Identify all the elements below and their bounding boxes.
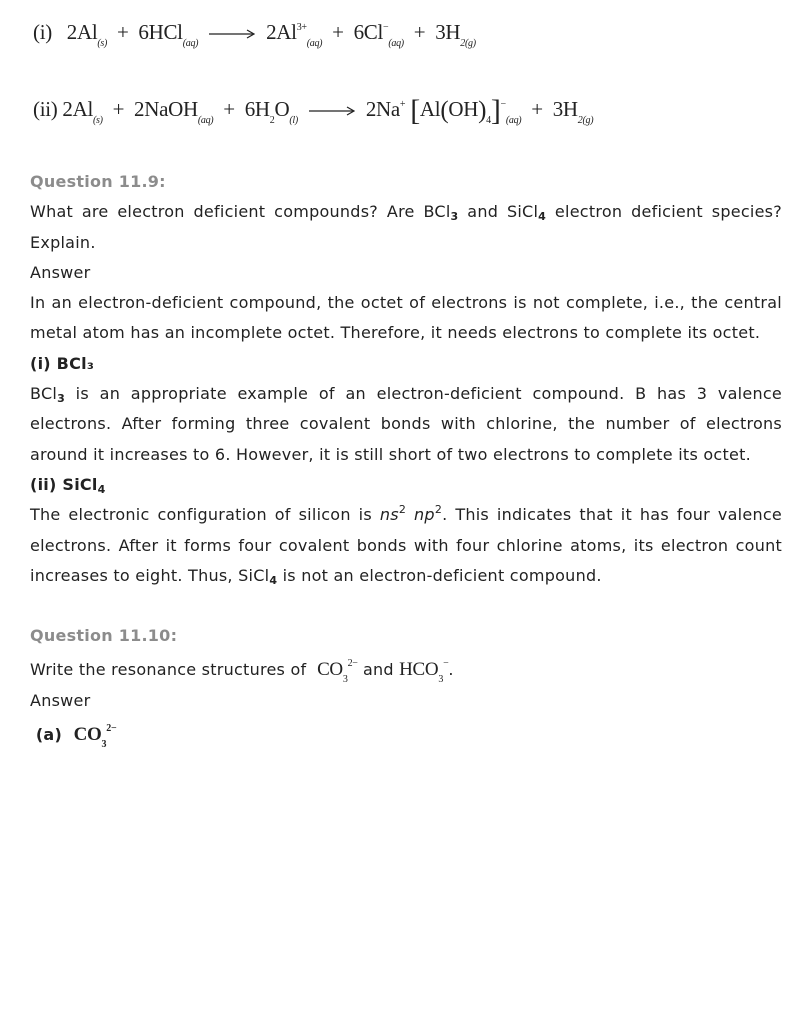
state-symbol: (l) (289, 115, 298, 126)
reactant-coefficient: 6 (244, 97, 255, 121)
charge: − (383, 22, 389, 33)
plus-sign: + (332, 20, 344, 44)
plus-sign: + (223, 97, 235, 121)
complex-metal: Al (419, 97, 441, 121)
reactant-symbol: H (254, 97, 270, 121)
state-symbol: (s) (97, 38, 108, 49)
state-symbol: (aq) (505, 115, 522, 126)
equation-2 (33, 94, 593, 128)
plus-sign: + (112, 97, 125, 121)
part-heading: (i) BCl₃ (30, 353, 95, 373)
part-text: BCl$_3$ is an appropriate example of an electron-deficient compound. B has 3 valence electrons. After forming three covalent bonds with chlorine, the number of electrons around it increases to 6. However, it is still short of two electrons to complete its octet. (30, 384, 782, 464)
reactant-coefficient: 6 (138, 20, 149, 44)
plus-sign: + (116, 20, 129, 44)
reactant-coefficient: 2 (66, 20, 77, 44)
complex-ligand: OH (448, 97, 479, 121)
product-symbol: 6Cl (353, 20, 384, 44)
open-paren: ( (440, 97, 449, 124)
plus-sign: + (413, 20, 426, 44)
product-symbol: 2Al (266, 20, 297, 44)
answer-label: Answer (30, 262, 91, 282)
equation-1 (33, 20, 476, 49)
product-symbol: 3H (552, 97, 578, 121)
reactant-symbol: NaOH (144, 97, 198, 121)
plus-sign: + (531, 97, 543, 121)
subscript: 4 (486, 115, 491, 126)
reactant-coefficient: 2 (62, 97, 73, 121)
reactant-symbol: Al (72, 97, 94, 121)
reactant-symbol: Al (76, 20, 98, 44)
charge: − (500, 99, 506, 110)
state-symbol: (aq) (306, 38, 323, 49)
question-text: What are electron deficient compounds? Are BCl$_3$ and SiCl$_4$ electron deficient species? Explain. (30, 202, 782, 252)
state-symbol: (s) (93, 115, 103, 126)
equation-label: (i) (33, 20, 52, 44)
answer-label: Answer (30, 690, 91, 710)
state-symbol: 2(g) (460, 38, 476, 49)
question-heading: Question 11.10: (30, 626, 178, 646)
question-text: Write the resonance structures of $CO_3^{2-}$ and $HCO_3^-$. (30, 658, 454, 686)
question-heading: Question 11.9: (30, 172, 166, 191)
state-symbol: (aq) (182, 38, 199, 49)
close-paren: ) (478, 97, 487, 124)
state-symbol: (aq) (197, 115, 214, 126)
part-heading: (ii) SiCl$_4$ (30, 474, 106, 496)
formula-carbonate: $CO_3^{2-}$ (73, 723, 117, 751)
reactant-symbol: HCl (148, 20, 183, 44)
formula-carbonate: $CO_3^{2-}$ (317, 658, 358, 686)
part-text: The electronic configuration of silicon is $ns^2$ $np^2$. This indicates that it has four valence electrons. After it forms four covalent bonds with four chlorine atoms, its electron count increases to eight. Thus, SiCl$_4$ is not an electron-deficient compound. (30, 503, 782, 587)
formula-bicarbonate: $HCO_3^-$ (399, 658, 449, 686)
charge: 3+ (296, 22, 307, 33)
reactant-symbol: O (274, 97, 290, 121)
state-symbol: (aq) (388, 38, 404, 49)
reaction-arrow-icon (309, 105, 355, 117)
answer-intro: In an electron-deficient compound, the octet of electrons is not complete, i.e., the central metal atom has an incomplete octet. Therefore, it needs electrons to complete its octet. (30, 293, 782, 343)
product-symbol: 3H (435, 20, 461, 44)
subscript: 2 (269, 115, 275, 126)
reactant-coefficient: 2 (134, 97, 145, 121)
content (30, 167, 782, 750)
equation-label: (ii) (33, 97, 58, 121)
open-bracket: [ (410, 94, 420, 127)
reaction-arrow-icon (209, 28, 255, 40)
spacer (30, 591, 782, 621)
close-bracket: ] (490, 94, 501, 127)
state-symbol: 2(g) (577, 115, 594, 126)
charge: + (399, 99, 406, 110)
product-symbol: 2Na (365, 97, 400, 121)
part-heading: (a) $CO_3^{2-}$ (35, 723, 117, 751)
